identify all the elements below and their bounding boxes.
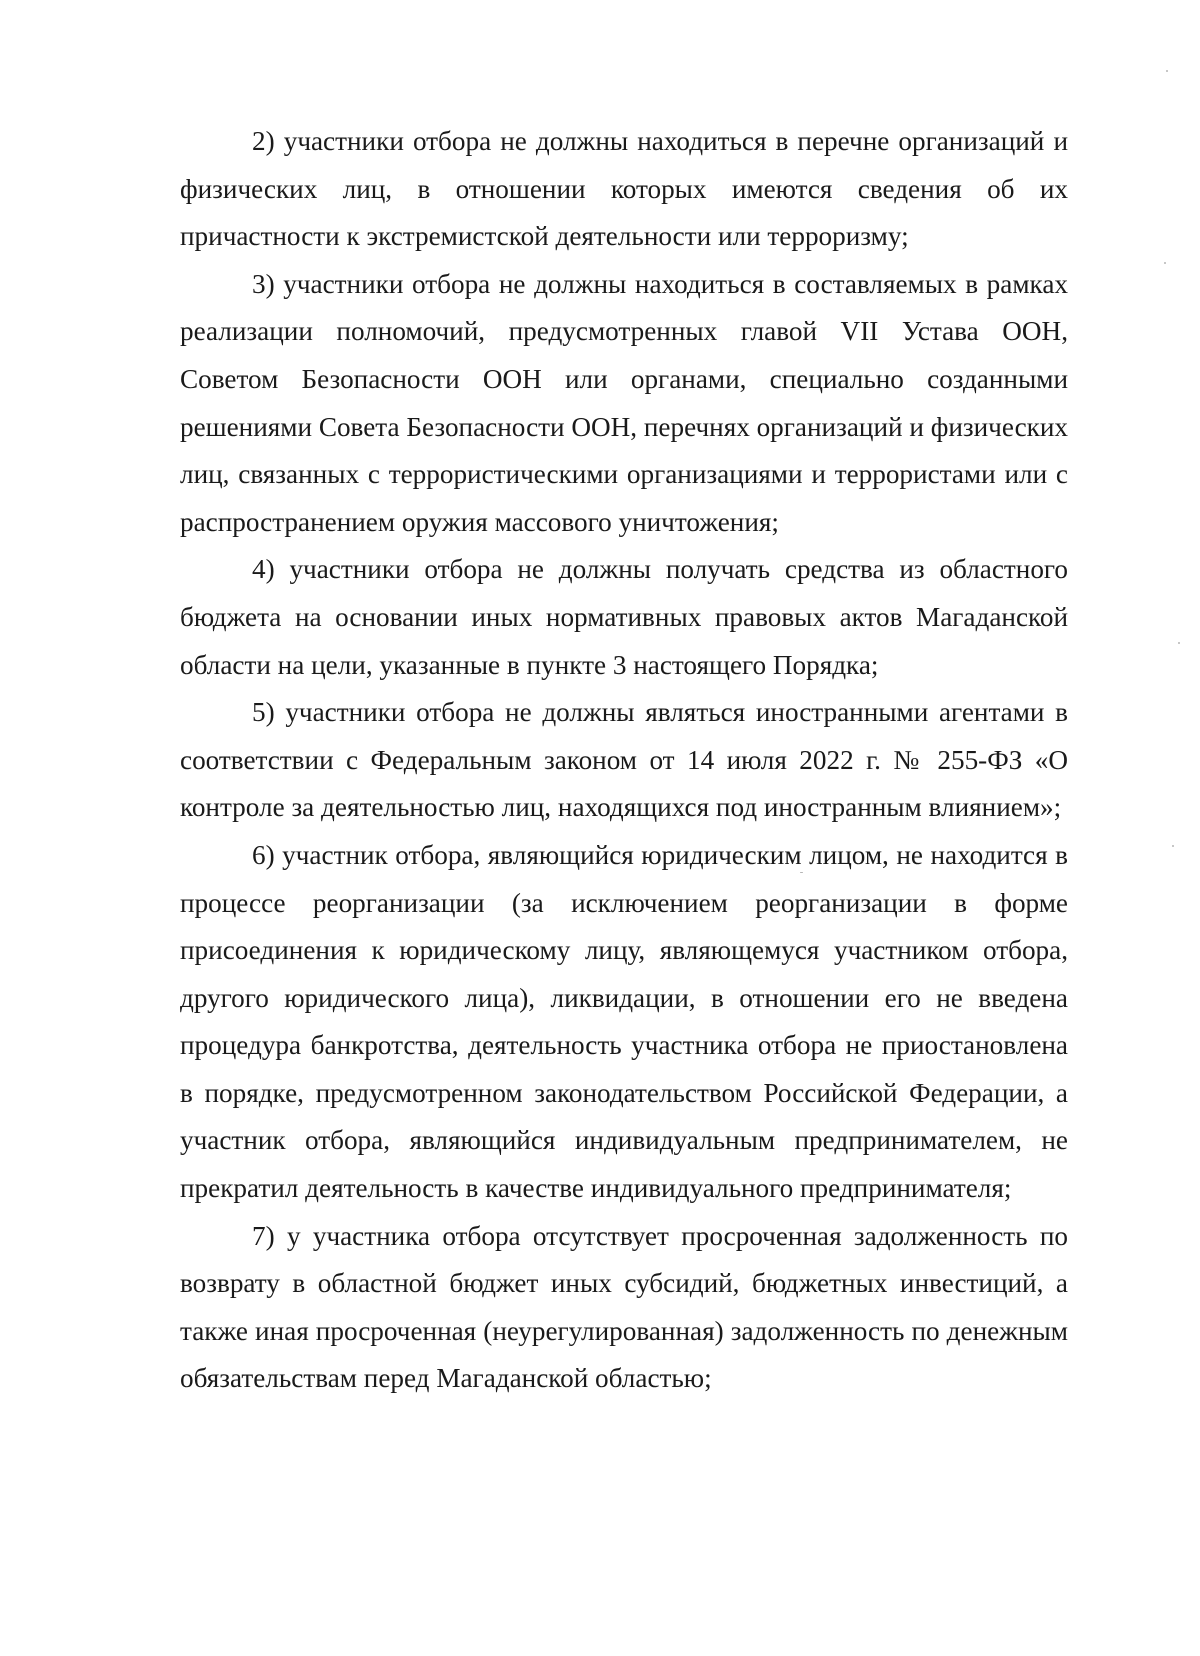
paragraph-item-6: 6) участник отбора, являющийся юридическим лицом, не находится в процессе реорганизации (за исключением реорганизации в форме присоединения к юридическому лицу, являющемуся участником отбора, другого юридического лица), ликвидации, в отношении его не введена процедура банкротства, деятельность участника отбора не приостановлена в порядке, предусмотренном законодательством Российской Федерации, а участник отбора, являющийся индивидуальным предпринимателем, не прекратил деятельность в качестве индивидуального предпринимателя; — [180, 839, 1068, 1204]
paragraph-item-2: 2) участники отбора не должны находиться в перечне организаций и физических лиц, в отношении которых имеются сведения об их причастности к экстремистской деятельности или терроризму; — [180, 126, 1068, 252]
paragraph-item-4: 4) участники отбора не должны получать средства из областного бюджета на основании иных нормативных правовых актов Магаданской области на цели, указанные в пункте 3 настоящего Порядка; — [180, 554, 1068, 680]
paragraph-item-7: 7) у участника отбора отсутствует просроченная задолженность по возврату в областной бюджет иных субсидий, бюджетных инвестиций, а также иная просроченная (неурегулированная) задолженность по денежным обязательствам перед Магаданской областью; — [180, 1220, 1068, 1394]
document-body — [180, 118, 1068, 1403]
paragraph-item-5: 5) участники отбора не должны являться иностранными агентами в соответствии с Федеральным законом от 14 июля 2022 г. № 255-ФЗ «О контроле за деятельностью лиц, находящихся под иностранным влиянием»; — [180, 697, 1068, 823]
paragraph-item-3: 3) участники отбора не должны находиться в составляемых в рамках реализации полномочий, предусмотренных главой VII Устава ООН, Советом Безопасности ООН или органами, специально созданными решениями Совета Безопасности ООН, перечнях организаций и физических лиц, связанных с террористическими организациями и террористами или с распространением оружия массового уничтожения; — [180, 268, 1068, 537]
